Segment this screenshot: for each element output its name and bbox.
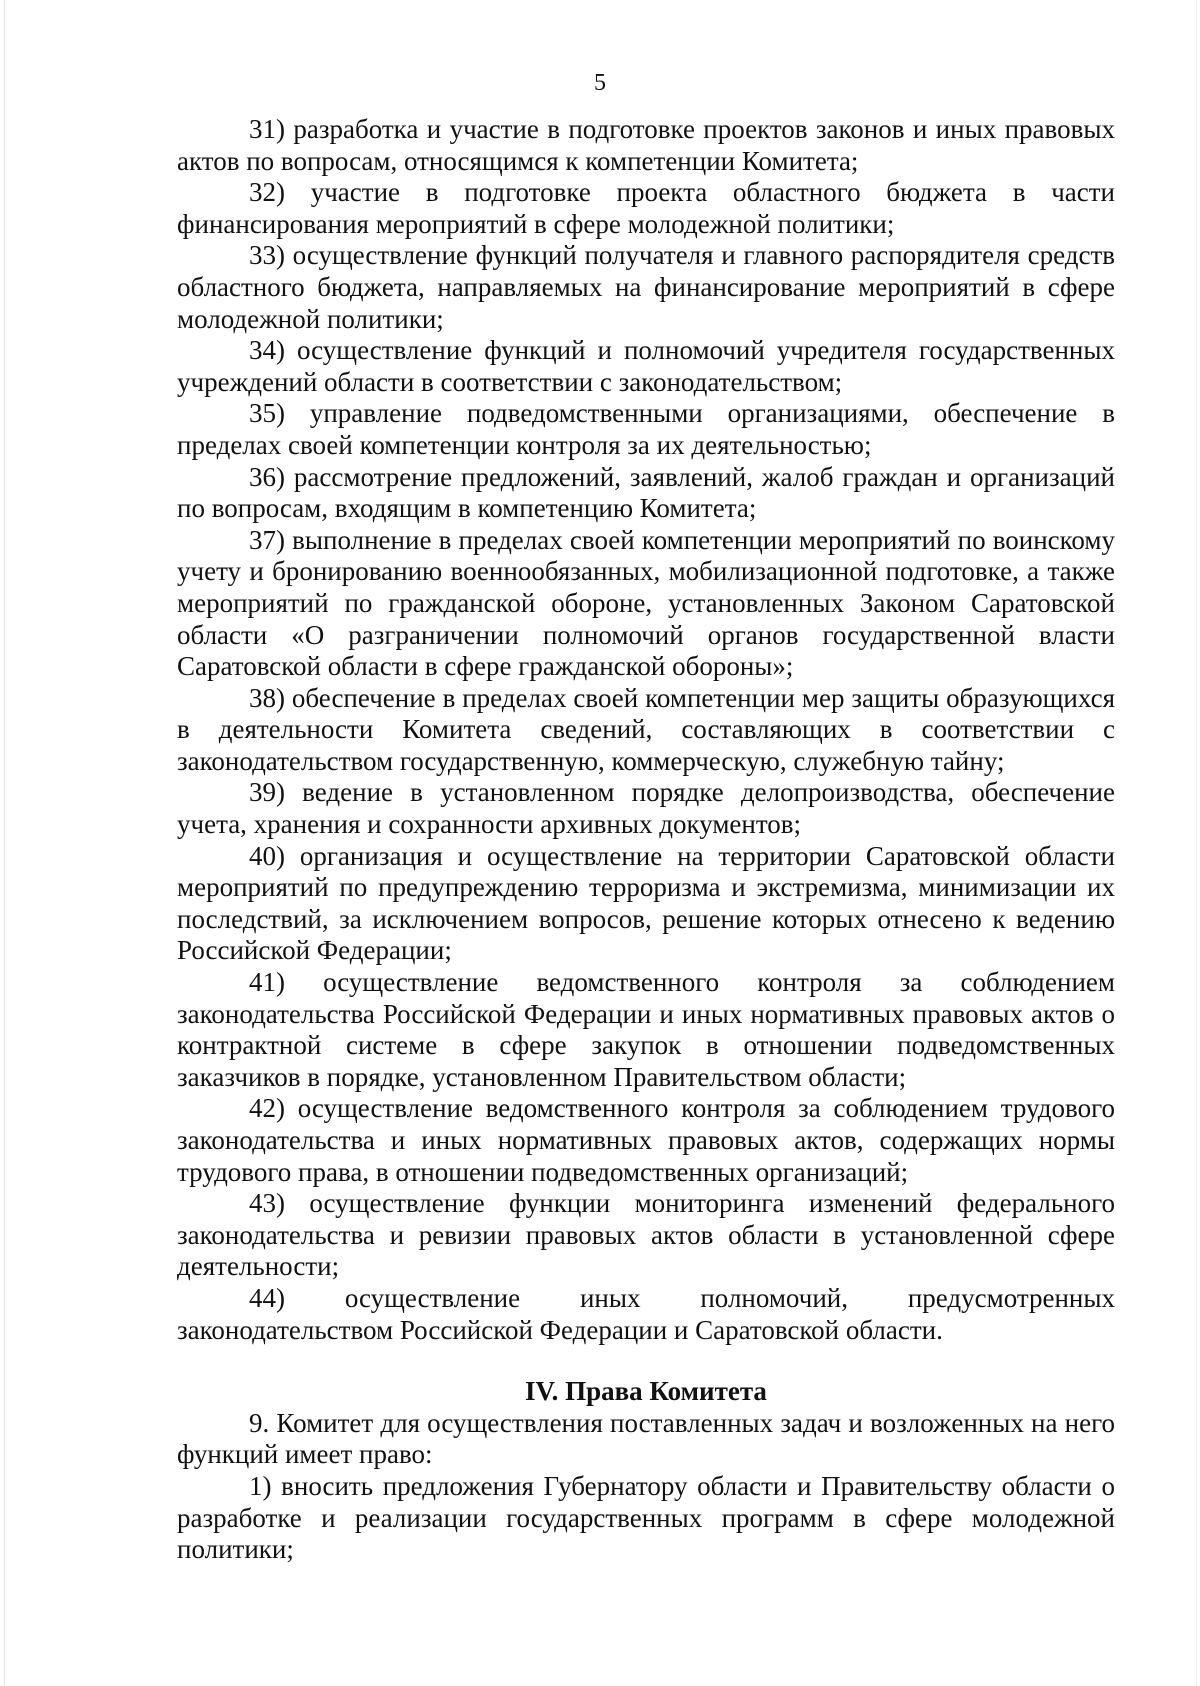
scan-edge-right [1196, 0, 1197, 1686]
list-item-43: 43) осуществление функции мониторинга изменений федерального законодательства и ревизии правовых актов области в установленной сфере деятельности; [177, 1188, 1115, 1282]
list-item-42: 42) осуществление ведомственного контроля за соблюдением трудового законодательства и иных нормативных правовых актов, содержащих нормы трудового права, в отношении подведомственных организаций; [177, 1093, 1115, 1187]
list-item-34: 34) осуществление функций и полномочий учредителя государственных учреждений области в соответствии с законодательством; [177, 335, 1115, 397]
list-item-31: 31) разработка и участие в подготовке проектов законов и иных правовых актов по вопросам, относящимся к компетенции Комитета; [177, 114, 1115, 176]
list-item-36: 36) рассмотрение предложений, заявлений, жалоб граждан и организаций по вопросам, входящим в компетенцию Комитета; [177, 461, 1115, 524]
clause-9: 9. Комитет для осуществления поставленных задач и возложенных на него функций имеет право: [177, 1407, 1115, 1470]
list-item-33: 33) осуществление функций получателя и главного распорядителя средств областного бюджета, направляемых на финансирование мероприятий в сфере молодежной политики; [177, 240, 1115, 334]
list-item-38: 38) обеспечение в пределах своей компетенции мер защиты образующихся в деятельности Комитета сведений, составляющих в соответствии с законодательством государственную, коммерческую, служебную тайну; [177, 682, 1115, 776]
section-heading: IV. Права Комитета [525, 1376, 767, 1407]
list-item-32: 32) участие в подготовке проекта областного бюджета в части финансирования мероприятий в сфере молодежной политики; [177, 177, 1115, 239]
list-item-41: 41) осуществление ведомственного контроля за соблюдением законодательства Российской Федерации и иных нормативных правовых актов о контрактной системе в сфере закупок в отношении подведомственных заказчиков в порядке, установленном Правительством области; [177, 967, 1115, 1092]
list-item-35: 35) управление подведомственными организациями, обеспечение в пределах своей компетенции контроля за их деятельностью; [177, 398, 1115, 460]
list-item-44: 44) осуществление иных полномочий, предусмотренных законодательством Российской Федерации и Саратовской области. [177, 1282, 1115, 1345]
page-number: 5 [594, 70, 606, 96]
list-item-40: 40) организация и осуществление на территории Саратовской области мероприятий по предупреждению терроризма и экстремизма, минимизации их последствий, за исключением вопросов, решение которых отнесено к ведению Российской Федерации; [177, 840, 1115, 966]
list-item-37: 37) выполнение в пределах своей компетенции мероприятий по воинскому учету и бронированию военнообязанных, мобилизационной подготовке, а также мероприятий по гражданской обороне, установленных Законом Саратовской области «О разграничении полномочий органов государственной власти Саратовской области в сфере гражданской обороны»; [177, 524, 1115, 682]
document-body [177, 114, 1115, 1566]
list-item-39: 39) ведение в установленном порядке делопроизводства, обеспечение учета, хранения и сохранности архивных документов; [177, 777, 1115, 840]
clause-9-item-1: 1) вносить предложения Губернатору области и Правительству области о разработке и реализации государственных программ в сфере молодежной политики; [177, 1470, 1115, 1565]
scan-edge-left [4, 0, 5, 1686]
